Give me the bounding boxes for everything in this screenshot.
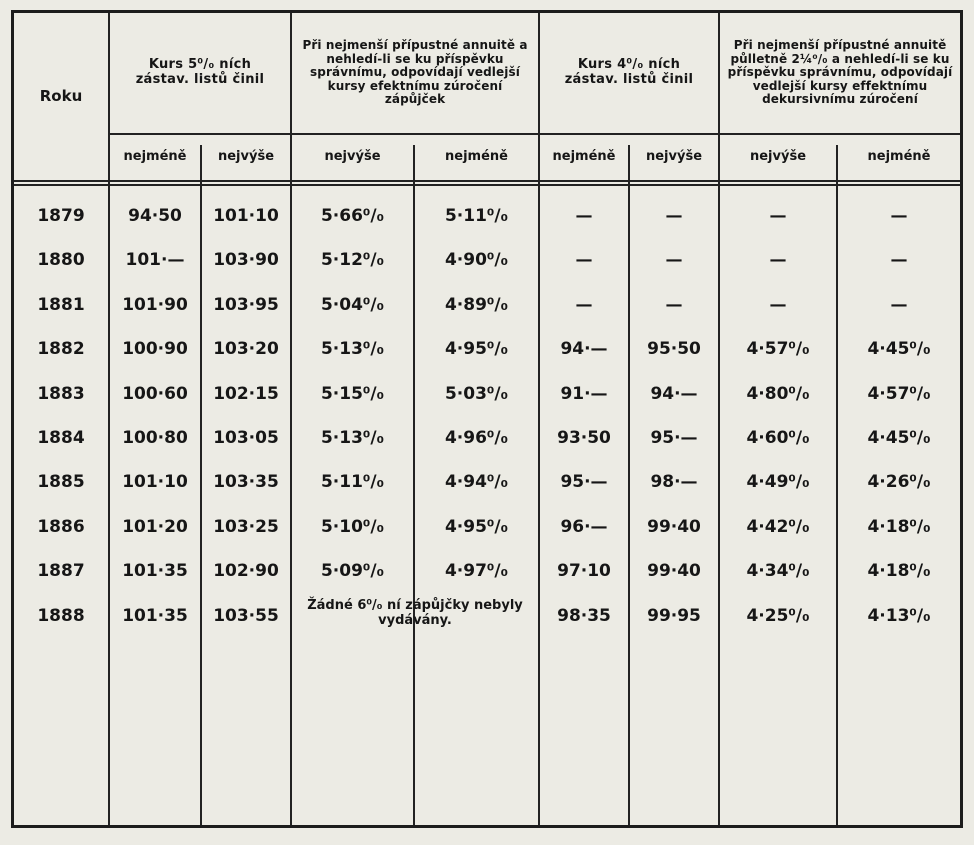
value-cell: 102·15 xyxy=(213,383,279,404)
value-cell: 99·40 xyxy=(647,516,701,537)
value-cell: 97·10 xyxy=(557,561,611,582)
header-kurs-5: Kurs 5⁰/₀ ních zástav. listů činil xyxy=(135,57,265,87)
value-cell: 99·40 xyxy=(647,561,701,582)
value-cell: 96·— xyxy=(560,516,608,537)
table-frame xyxy=(11,10,963,828)
year-cell: 1885 xyxy=(37,472,85,493)
value-cell: 99·95 xyxy=(647,605,701,626)
value-cell: 4·25⁰/₀ xyxy=(746,605,810,626)
value-cell: 5·12⁰/₀ xyxy=(320,250,385,271)
value-cell: 101·20 xyxy=(122,516,188,537)
value-cell: 4·95⁰/₀ xyxy=(444,339,509,360)
value-cell: 103·20 xyxy=(213,339,279,360)
value-cell: 4·96⁰/₀ xyxy=(444,428,509,448)
value-cell: 94·— xyxy=(650,383,698,404)
year-cell: 1880 xyxy=(37,250,85,271)
note-1888: Žádné 6⁰/₀ ní zápůjčky nebyly vydávány. xyxy=(307,598,523,628)
value-cell: 94·— xyxy=(560,339,608,360)
value-cell: 4·97⁰/₀ xyxy=(444,561,509,582)
value-cell: 100·90 xyxy=(122,339,188,360)
value-cell: 101·10 xyxy=(213,206,279,226)
value-cell: 4·60⁰/₀ xyxy=(746,428,810,448)
value-cell: 101·35 xyxy=(122,561,188,582)
subheader: nejméně xyxy=(867,149,931,165)
subheader: nejvýše xyxy=(645,149,703,165)
value-cell: 4·45⁰/₀ xyxy=(867,339,931,360)
value-cell: 5·13⁰/₀ xyxy=(320,428,385,448)
year-cell: 1881 xyxy=(37,294,85,315)
value-cell: 5·66⁰/₀ xyxy=(320,206,385,226)
value-cell: — xyxy=(769,250,787,271)
value-cell: — xyxy=(665,250,683,271)
value-cell: 4·26⁰/₀ xyxy=(867,472,931,493)
value-cell: 95·— xyxy=(650,428,698,448)
value-cell: 4·34⁰/₀ xyxy=(746,561,810,582)
value-cell: 4·90⁰/₀ xyxy=(444,250,509,271)
value-cell: 100·80 xyxy=(122,428,188,448)
value-cell: 91·— xyxy=(560,383,608,404)
value-cell: 94·50 xyxy=(128,206,182,226)
year-cell: 1884 xyxy=(37,428,85,448)
value-cell: 4·57⁰/₀ xyxy=(746,339,810,360)
value-cell: 4·45⁰/₀ xyxy=(867,428,931,448)
value-cell: 95·50 xyxy=(647,339,701,360)
value-cell: 93·50 xyxy=(557,428,611,448)
value-cell: 4·57⁰/₀ xyxy=(867,383,931,404)
header-year: Roku xyxy=(39,87,83,106)
subheader: nejméně xyxy=(123,149,187,165)
value-cell: 4·89⁰/₀ xyxy=(444,294,509,315)
value-cell: 4·94⁰/₀ xyxy=(444,472,509,493)
value-cell: 5·03⁰/₀ xyxy=(444,383,509,404)
year-cell: 1882 xyxy=(37,339,85,360)
value-cell: — xyxy=(575,206,593,226)
value-cell: 101·10 xyxy=(122,472,188,493)
value-cell: 103·90 xyxy=(213,250,279,271)
value-cell: 4·80⁰/₀ xyxy=(746,383,810,404)
value-cell: 5·10⁰/₀ xyxy=(320,516,385,537)
value-cell: 4·13⁰/₀ xyxy=(867,605,931,626)
value-cell: 5·04⁰/₀ xyxy=(320,294,385,315)
value-cell: 103·25 xyxy=(213,516,279,537)
value-cell: 4·42⁰/₀ xyxy=(746,516,810,537)
value-cell: — xyxy=(769,206,787,226)
subheader: nejvýše xyxy=(217,149,275,165)
value-cell: — xyxy=(665,294,683,315)
header-kurs-4: Kurs 4⁰/₀ ních zástav. listů činil xyxy=(564,57,694,87)
value-cell: — xyxy=(769,294,787,315)
year-cell: 1887 xyxy=(37,561,85,582)
value-cell: 5·15⁰/₀ xyxy=(320,383,385,404)
value-cell: 4·18⁰/₀ xyxy=(867,561,931,582)
value-cell: 5·09⁰/₀ xyxy=(320,561,385,582)
value-cell: — xyxy=(890,250,908,271)
value-cell: 5·13⁰/₀ xyxy=(320,339,385,360)
value-cell: 4·95⁰/₀ xyxy=(444,516,509,537)
value-cell: 100·60 xyxy=(122,383,188,404)
year-cell: 1883 xyxy=(37,383,85,404)
value-cell: 101·35 xyxy=(122,605,188,626)
value-cell: 103·55 xyxy=(213,605,279,626)
value-cell: 5·11⁰/₀ xyxy=(444,206,509,226)
value-cell: 4·49⁰/₀ xyxy=(746,472,810,493)
subheader: nejvýše xyxy=(749,149,807,165)
value-cell: 5·11⁰/₀ xyxy=(320,472,385,493)
value-cell: — xyxy=(575,294,593,315)
value-cell: 101·— xyxy=(125,250,185,271)
subheader: nejvýše xyxy=(324,149,381,165)
value-cell: 103·95 xyxy=(213,294,279,315)
value-cell: 102·90 xyxy=(213,561,279,582)
value-cell: 95·— xyxy=(560,472,608,493)
year-cell: 1888 xyxy=(37,605,85,626)
year-cell: 1879 xyxy=(37,206,85,226)
header-effective-rate: Při nejmenší přípustné annuitě a nehledí-li se ku příspěvku správnímu, odpovídají vedlejší kursy efektnímu zúročení zápůjček xyxy=(302,38,528,107)
value-cell: — xyxy=(890,294,908,315)
value-cell: — xyxy=(890,206,908,226)
subheader: nejméně xyxy=(552,149,616,165)
value-cell: 98·— xyxy=(650,472,698,493)
value-cell: — xyxy=(665,206,683,226)
value-cell: 98·35 xyxy=(557,605,611,626)
subheader: nejméně xyxy=(445,149,508,165)
year-cell: 1886 xyxy=(37,516,85,537)
value-cell: 103·35 xyxy=(213,472,279,493)
header-rule-double xyxy=(14,180,960,182)
value-cell: 101·90 xyxy=(122,294,188,315)
header-decursive-rate: Při nejmenší přípustné annuitě půlletně 2¼⁰/₀ a nehledí-li se ku příspěvku správnímu, odpovídají vedlejší kursy effektnímu dekursivnímu zúročení xyxy=(727,38,953,107)
value-cell: 103·05 xyxy=(213,428,279,448)
value-cell: 4·18⁰/₀ xyxy=(867,516,931,537)
header-rule-double xyxy=(14,184,960,186)
value-cell: — xyxy=(575,250,593,271)
